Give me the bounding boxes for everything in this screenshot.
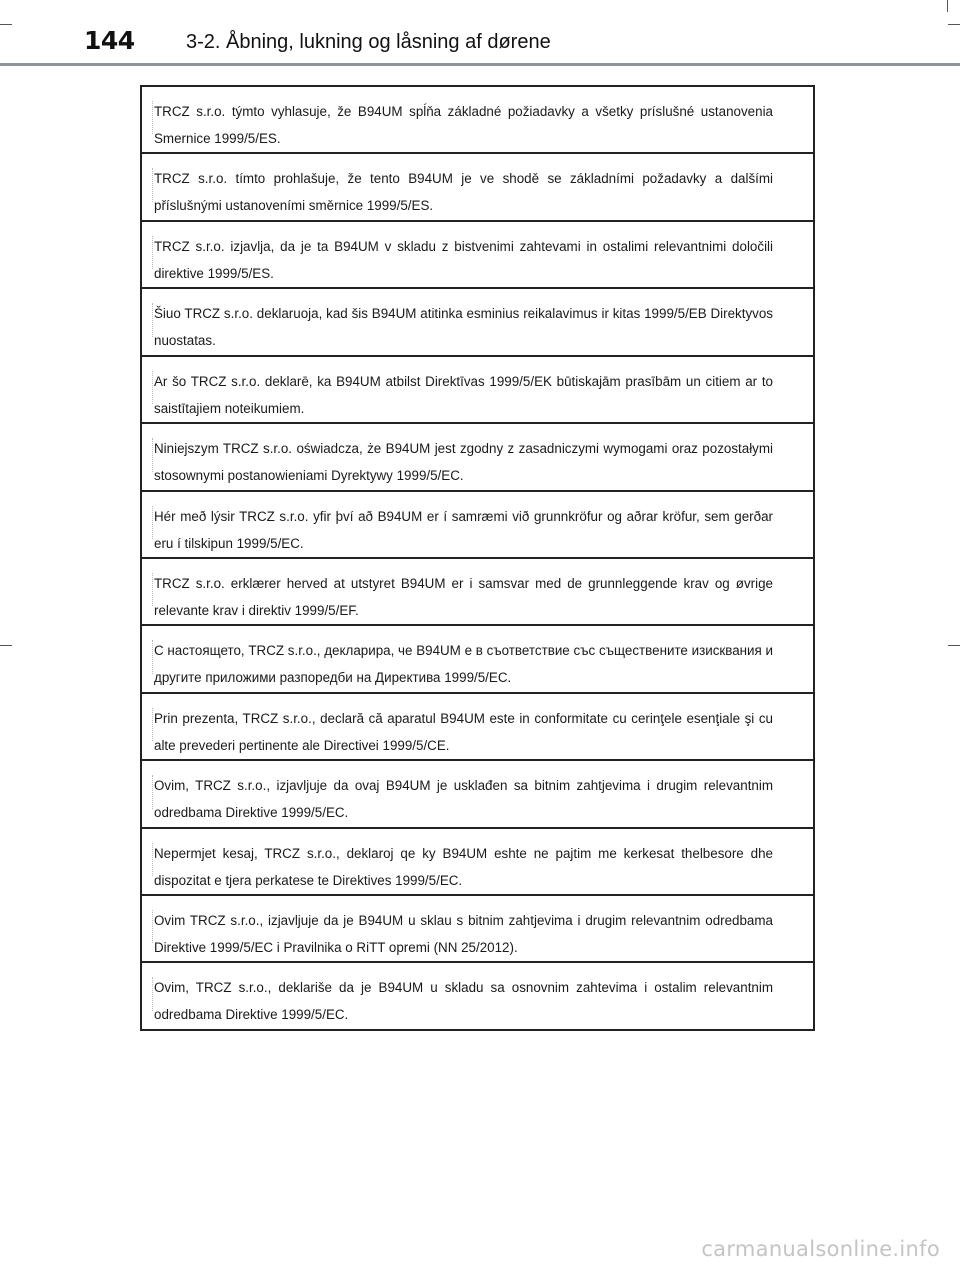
header-rule [0,63,960,66]
declaration-romanian: Prin prezenta, TRCZ s.r.o., declară că aparatul B94UM este in conformitate cu cerinţele esenţiale şi cu alte prevederi pertinente ale Directivei 1999/5/CE. [142,694,813,761]
declaration-latvian: Ar šo TRCZ s.r.o. deklarē, ka B94UM atbilst Direktīvas 1999/5/EK būtiskajām prasībām un citiem ar to saistītajiem noteikumiem. [142,357,813,424]
declarations-table [140,85,815,1031]
declaration-serbian: Ovim, TRCZ s.r.o., deklariše da je B94UM u skladu sa osnovnim zahtevima i ostalim relevantnim odredbama Direktive 1999/5/EC. [142,963,813,1028]
page-header [0,0,960,66]
watermark: carmanualsonline.info [701,1237,940,1261]
declaration-bosnian: Ovim, TRCZ s.r.o., izjavljuje da ovaj B94UM je usklađen sa bitnim zahtjevima i drugim relevantnim odredbama Direktive 1999/5/EC. [142,761,813,828]
declaration-albanian: Nepermjet kesaj, TRCZ s.r.o., deklaroj qe ky B94UM eshte ne pajtim me kerkesat thelbesore dhe dispozitat e tjera perkatese te Direktives 1999/5/EC. [142,829,813,896]
declaration-czech: TRCZ s.r.o. tímto prohlašuje, že tento B94UM je ve shodě se základními požadavky a dalšími příslušnými ustanoveními směrnice 1999/5/ES. [142,154,813,221]
declaration-icelandic: Hér með lýsir TRCZ s.r.o. yfir því að B94UM er í samræmi við grunnkröfur og aðrar kröfur, sem gerðar eru í tilskipun 1999/5/EC. [142,492,813,559]
section-title: 3-2. Åbning, lukning og låsning af dørene [186,31,551,53]
crop-mark [948,645,960,646]
declaration-croatian: Ovim TRCZ s.r.o., izjavljuje da je B94UM u sklau s bitnim zahtjevima i drugim relevantnim odredbama Direktive 1999/5/EC i Pravilnika o RiTT opremi (NN 25/2012). [142,896,813,963]
declaration-lithuanian: Šiuo TRCZ s.r.o. deklaruoja, kad šis B94UM atitinka esminius reikalavimus ir kitas 1999/5/EB Direktyvos nuostatas. [142,289,813,356]
page-number: 144 [84,26,135,55]
declaration-norwegian: TRCZ s.r.o. erklærer herved at utstyret B94UM er i samsvar med de grunnleggende krav og øvrige relevante krav i direktiv 1999/5/EF. [142,559,813,626]
declaration-bulgarian: С настоящето, TRCZ s.r.o., декларира, че B94UM е в съответствие със съществените изисквания и другите приложими разпоредби на Директива 1999/5/EC. [142,626,813,693]
declaration-slovenian: TRCZ s.r.o. izjavlja, da je ta B94UM v skladu z bistvenimi zahtevami in ostalimi relevantnimi določili direktive 1999/5/ES. [142,222,813,289]
crop-mark [0,645,12,646]
declaration-slovak: TRCZ s.r.o. týmto vyhlasuje, že B94UM spĺňa základné požiadavky a všetky príslušné ustanovenia Smernice 1999/5/ES. [142,87,813,154]
declaration-polish: Niniejszym TRCZ s.r.o. oświadcza, że B94UM jest zgodny z zasadniczymi wymogami oraz pozostałymi stosownymi postanowieniami Dyrektywy 1999/5/EC. [142,424,813,491]
